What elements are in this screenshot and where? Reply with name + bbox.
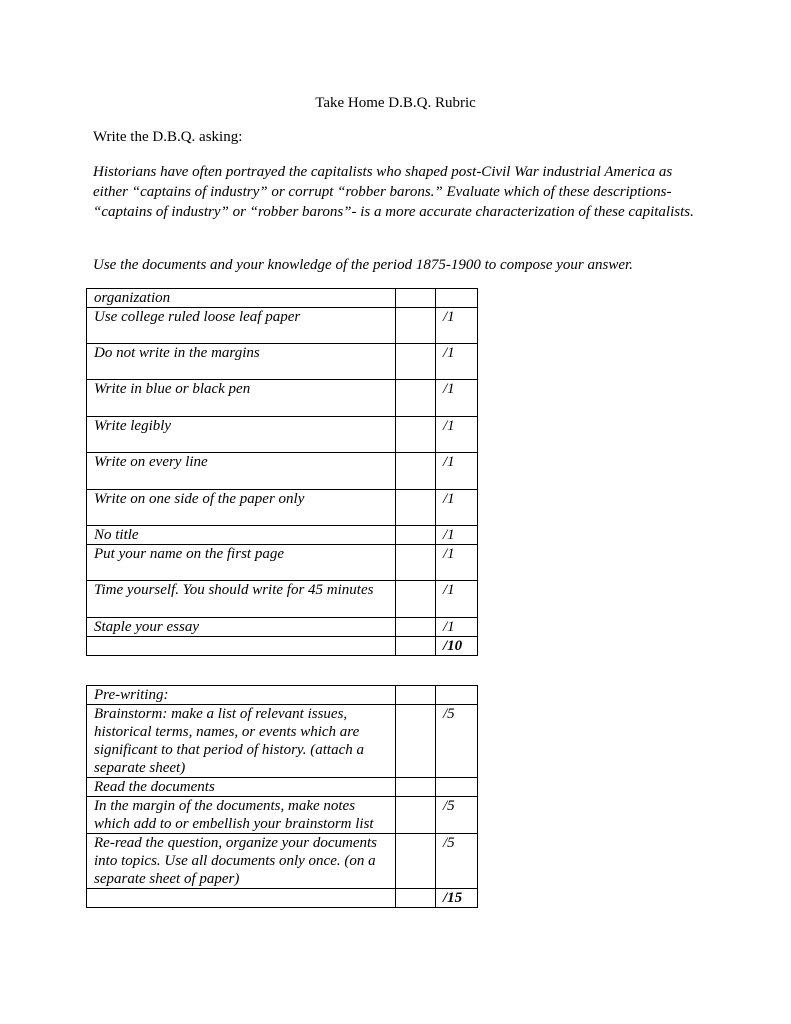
total-points: /10 [436, 637, 478, 656]
blank-cell [396, 637, 436, 656]
table-row [87, 778, 478, 797]
dbq-question: Historians have often portrayed the capitalists who shaped post-Civil War industrial America as either “captains of industry” or corrupt “robber barons.” Evaluate which of these descriptions- “captains of industry” or “robber barons”- is a more accurate characterization of these capitalists. [93, 164, 694, 220]
table-row [87, 834, 478, 889]
table-row [87, 490, 478, 526]
criterion-text: Brainstorm: make a list of relevant issues, historical terms, names, or events which are significant to that period of history. (attach a separate sheet) [87, 705, 396, 778]
blank-cell [436, 686, 478, 705]
table-row [87, 308, 478, 344]
score-cell [396, 581, 436, 618]
blank-cell [396, 889, 436, 908]
criterion-text: Write on every line [87, 453, 396, 490]
table-row [87, 545, 478, 581]
total-points: /15 [436, 889, 478, 908]
criterion-text: Do not write in the margins [87, 344, 396, 380]
points-value [436, 778, 478, 797]
criterion-text: Re-read the question, organize your documents into topics. Use all documents only once. (on a separate sheet of paper) [87, 834, 396, 889]
criterion-text: Read the documents [87, 778, 396, 797]
table-row [87, 380, 478, 417]
points-value: /1 [436, 380, 478, 417]
table-row [87, 637, 478, 656]
score-cell [396, 834, 436, 889]
table-row [87, 889, 478, 908]
table-row [87, 705, 478, 778]
section-heading: organization [87, 289, 396, 308]
table-row [87, 581, 478, 618]
criterion-text: In the margin of the documents, make notes which add to or embellish your brainstorm list [87, 797, 396, 834]
criterion-text: No title [87, 526, 396, 545]
points-value: /1 [436, 453, 478, 490]
score-cell [396, 453, 436, 490]
score-cell [396, 344, 436, 380]
points-value: /5 [436, 834, 478, 889]
score-cell [396, 545, 436, 581]
blank-cell [87, 889, 396, 908]
blank-cell [436, 289, 478, 308]
points-value: /1 [436, 308, 478, 344]
instruction-text: Use the documents and your knowledge of the period 1875-1900 to compose your answer. [93, 257, 633, 273]
criterion-text: Put your name on the first page [87, 545, 396, 581]
score-cell [396, 526, 436, 545]
prewriting-rubric-table [86, 685, 478, 908]
points-value: /1 [436, 490, 478, 526]
table-row [87, 618, 478, 637]
criterion-text: Write on one side of the paper only [87, 490, 396, 526]
table-row [87, 686, 478, 705]
table-row [87, 453, 478, 490]
criterion-text: Staple your essay [87, 618, 396, 637]
score-cell [396, 380, 436, 417]
table-row [87, 417, 478, 453]
table-row [87, 797, 478, 834]
points-value: /1 [436, 526, 478, 545]
criterion-text: Write legibly [87, 417, 396, 453]
points-value: /1 [436, 545, 478, 581]
score-cell [396, 417, 436, 453]
criterion-text: Write in blue or black pen [87, 380, 396, 417]
table-row [87, 289, 478, 308]
table-row [87, 344, 478, 380]
points-value: /5 [436, 705, 478, 778]
points-value: /1 [436, 581, 478, 618]
score-cell [396, 778, 436, 797]
score-cell [396, 490, 436, 526]
section-heading: Pre-writing: [87, 686, 396, 705]
points-value: /1 [436, 344, 478, 380]
points-value: /5 [436, 797, 478, 834]
blank-cell [396, 686, 436, 705]
points-value: /1 [436, 417, 478, 453]
score-cell [396, 308, 436, 344]
organization-rubric-table [86, 288, 478, 656]
blank-cell [396, 289, 436, 308]
score-cell [396, 618, 436, 637]
blank-cell [87, 637, 396, 656]
criterion-text: Use college ruled loose leaf paper [87, 308, 396, 344]
intro-text: Write the D.B.Q. asking: [93, 129, 243, 145]
page-title: Take Home D.B.Q. Rubric [315, 95, 476, 111]
points-value: /1 [436, 618, 478, 637]
score-cell [396, 797, 436, 834]
table-row [87, 526, 478, 545]
score-cell [396, 705, 436, 778]
criterion-text: Time yourself. You should write for 45 minutes [87, 581, 396, 618]
